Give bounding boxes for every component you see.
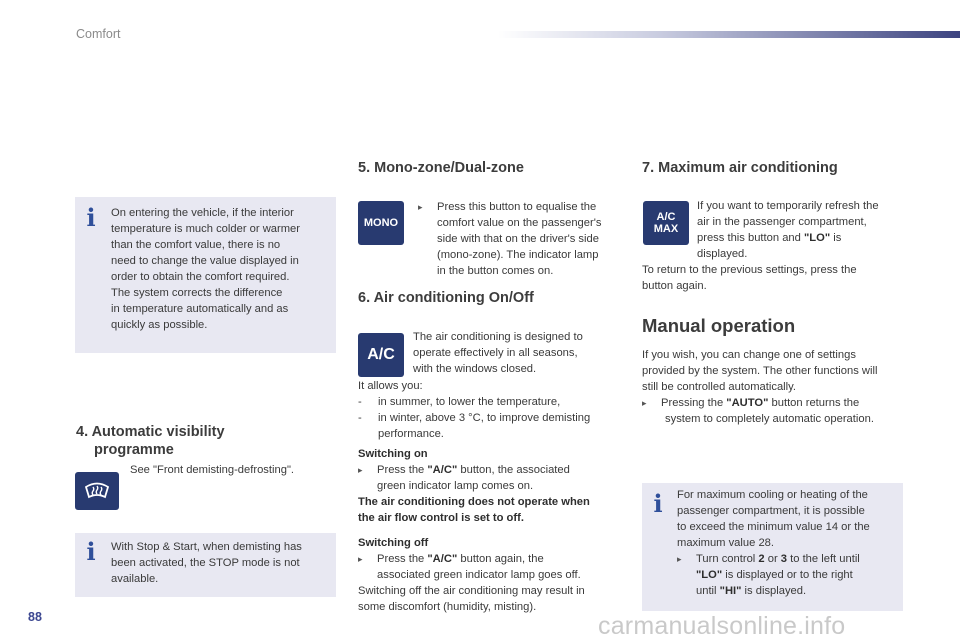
page-number: 88 [28, 610, 42, 624]
section-6-body [358, 378, 628, 442]
section-7-title: 7. Maximum air conditioning [642, 160, 838, 176]
text-run: until [696, 585, 720, 597]
text-run-bold: "LO" [696, 569, 723, 581]
text-line: It allows you: [358, 380, 423, 392]
text-run: is displayed. [741, 585, 807, 597]
text-run: button returns the [768, 397, 860, 409]
text-line: performance. [378, 428, 444, 440]
text-line: in summer, to lower the temperature, [378, 396, 561, 408]
text-run: press this button and [697, 232, 804, 244]
section-label: Comfort [76, 27, 121, 41]
text-line: comfort value on the passenger's [437, 217, 602, 229]
text-run-bold: "A/C" [427, 464, 458, 476]
switching-off [358, 535, 633, 615]
bullet-item [677, 551, 899, 599]
text-line: available. [111, 573, 159, 585]
demist-button-icon [75, 472, 119, 510]
text-run-bold: "AUTO" [726, 397, 769, 409]
text-run: Press the [377, 553, 428, 565]
info-box-stop-start [75, 533, 336, 597]
subheading: Switching on [358, 448, 428, 460]
text-run-bold: "LO" [803, 232, 831, 244]
text-line: Press this button to equalise the [437, 201, 597, 213]
text-line: still be controlled automatically. [642, 381, 797, 393]
text-line: in winter, above 3 °C, to improve demisting [378, 412, 591, 424]
text-line: To return to the previous settings, press the [642, 264, 857, 276]
info-text [677, 487, 899, 599]
section-5-bullet [418, 199, 647, 279]
text-run: Turn control [696, 553, 759, 565]
text-line: associated green indicator lamp goes off. [377, 569, 581, 581]
watermark: carmanualsonline.info [598, 612, 846, 640]
info-box-max-cooling [642, 483, 903, 611]
text-line: air in the passenger compartment, [697, 216, 867, 228]
mono-button-icon: MONO [358, 201, 404, 245]
text-line: For maximum cooling or heating of the [677, 489, 868, 501]
text-line: than the comfort value, there is no [111, 239, 281, 251]
text-line: button again. [642, 280, 707, 292]
ac-button-icon: A/C [358, 333, 404, 377]
text-line: (mono-zone). The indicator lamp [437, 249, 599, 261]
bullet-marker: ▸ [358, 465, 363, 475]
text-run-bold: "HI" [719, 585, 742, 597]
text-line: temperature is much colder or warmer [111, 223, 301, 235]
heading-line: programme [94, 442, 174, 458]
text-line: displayed. [697, 248, 748, 260]
text-line: some discomfort (humidity, misting). [358, 601, 537, 613]
text-run: is displayed or to the right [722, 569, 853, 581]
section-6-title: 6. Air conditioning On/Off [358, 290, 534, 306]
text-line: order to obtain the comfort required. [111, 271, 290, 283]
ac-max-button-icon [643, 201, 689, 245]
info-box-comfort [75, 197, 336, 353]
text-line: operate effectively in all seasons, [413, 347, 578, 359]
text-line: system to completely automatic operation. [665, 413, 874, 425]
section-6-intro [413, 329, 623, 377]
text-run: button again, the [457, 553, 544, 565]
section-7-return [642, 262, 912, 294]
text-run-bold: 3 [780, 553, 788, 565]
text-line: need to change the value displayed in [111, 255, 299, 267]
text-line: The air conditioning is designed to [413, 331, 583, 343]
text-line: maximum value 28. [677, 537, 774, 549]
text-line: green indicator lamp comes on. [377, 480, 534, 492]
text-line: in the button comes on. [437, 265, 554, 277]
text-line: Switching off the air conditioning may result in [358, 585, 585, 597]
warning-line: the air flow control is set to off. [358, 512, 524, 524]
info-icon: i [86, 203, 96, 232]
text-line: The system corrects the difference [111, 287, 283, 299]
text-run-bold: 2 [758, 553, 765, 565]
text-line: provided by the system. The other functions will [642, 365, 878, 377]
bullet-marker: ▸ [677, 554, 682, 564]
info-text [111, 539, 331, 587]
text-line: side with that on the driver's side [437, 233, 599, 245]
bullet-marker: ▸ [418, 202, 423, 212]
bullet-marker: ▸ [642, 398, 647, 408]
text-run: Pressing the [661, 397, 727, 409]
text-run: is [830, 232, 842, 244]
dash-item: - in winter, above 3 °C, to improve demisting performance. [358, 410, 628, 442]
text-line: If you want to temporarily refresh the [697, 200, 879, 212]
text-line: passenger compartment, it is possible [677, 505, 865, 517]
dash-item: - in summer, to lower the temperature, [358, 396, 561, 408]
text-line: been activated, the STOP mode is not [111, 557, 300, 569]
rear-demist-icon [83, 479, 111, 503]
info-icon: i [653, 489, 663, 518]
warning-line: The air conditioning does not operate when [358, 496, 590, 508]
section-4-title [76, 423, 316, 459]
manual-operation-text [642, 347, 917, 427]
text-line: With Stop & Start, when demisting has [111, 541, 302, 553]
manual-operation-title: Manual operation [642, 315, 796, 336]
text-line: quickly as possible. [111, 319, 208, 331]
text-run: Press the [377, 464, 428, 476]
text-line: If you wish, you can change one of settings [642, 349, 856, 361]
text-line: On entering the vehicle, if the interior [111, 207, 294, 219]
text-run: to the left until [787, 553, 860, 565]
section-5-title: 5. Mono-zone/Dual-zone [358, 160, 524, 176]
text-run: button, the associated [457, 464, 570, 476]
bullet-marker: ▸ [358, 554, 363, 564]
button-text: MAX [653, 223, 679, 235]
text-run-bold: "A/C" [427, 553, 458, 565]
section-4-text: See "Front demisting-defrosting". [130, 464, 295, 476]
bullet-item [642, 395, 917, 427]
button-text: A/C [656, 211, 676, 223]
header-rule [498, 31, 960, 38]
text-line: in temperature automatically and as [111, 303, 289, 315]
heading-line: 4. Automatic visibility [76, 424, 225, 440]
bullet-item [358, 462, 633, 494]
text-run: or [764, 553, 781, 565]
subheading: Switching off [358, 537, 429, 549]
switching-on [358, 446, 633, 526]
section-7-text [697, 198, 907, 262]
info-text [111, 205, 331, 333]
info-icon: i [86, 537, 96, 566]
text-line: with the windows closed. [413, 363, 537, 375]
text-line: to exceed the minimum value 14 or the [677, 521, 870, 533]
bullet-item [358, 551, 633, 583]
